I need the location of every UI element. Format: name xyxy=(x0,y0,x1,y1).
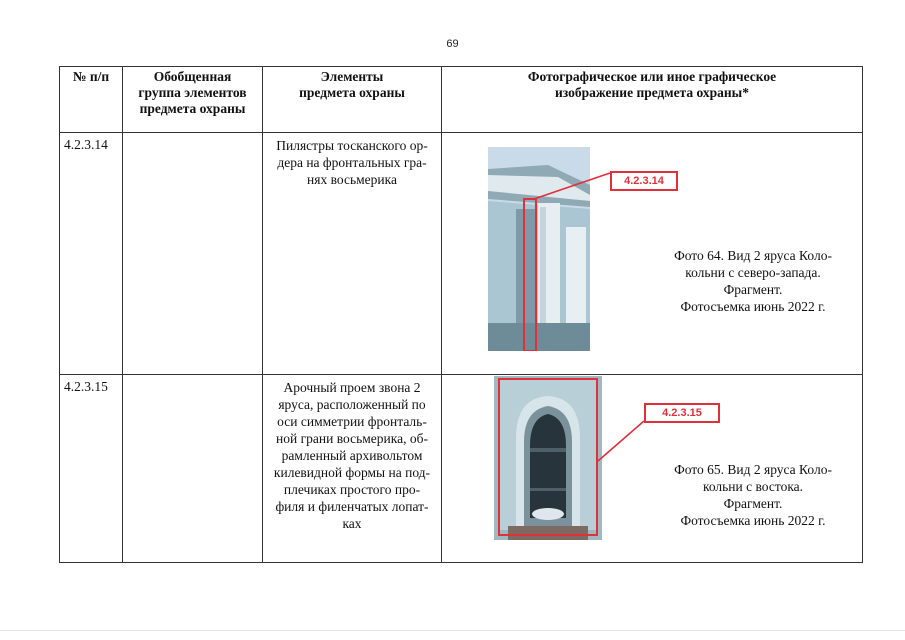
row-number: 4.2.3.15 xyxy=(60,375,123,563)
heritage-table xyxy=(59,66,863,563)
row-element-description: Пилястры тосканского ор- дера на фронтальных гра- нях восьмерика xyxy=(263,133,442,375)
table-header-row xyxy=(60,67,863,133)
callout-label: 4.2.3.14 xyxy=(610,171,678,191)
callout-label: 4.2.3.15 xyxy=(644,403,720,423)
photo-caption: Фото 64. Вид 2 яруса Коло- кольни с северо-запада. Фрагмент. Фотосъемка июнь 2022 г. xyxy=(674,248,832,314)
row-number: 4.2.3.14 xyxy=(60,133,123,375)
row-element-description: Арочный проем звона 2 яруса, расположенный по оси симметрии фронталь- ной грани восьмерика, об- рамленный архивольтом килевидной формы на под- плечиках простого про- филя и филенчатых лопат- ках xyxy=(263,375,442,563)
row-image-cell xyxy=(442,375,863,563)
row-group xyxy=(123,133,263,375)
header-number: № п/п xyxy=(60,67,123,133)
header-image: Фотографическое или иное графическое изображение предмета охраны* xyxy=(442,67,863,133)
table-row xyxy=(60,133,863,375)
header-group: Обобщенная группа элементов предмета охраны xyxy=(123,67,263,133)
header-elements: Элементы предмета охраны xyxy=(263,67,442,133)
table-row xyxy=(60,375,863,563)
row-group xyxy=(123,375,263,563)
photo-caption: Фото 65. Вид 2 яруса Коло- кольни с востока. Фрагмент. Фотосъемка июнь 2022 г. xyxy=(674,462,832,528)
page-number: 69 xyxy=(446,38,459,50)
row-image-cell xyxy=(442,133,863,375)
scan-edge xyxy=(0,630,905,631)
